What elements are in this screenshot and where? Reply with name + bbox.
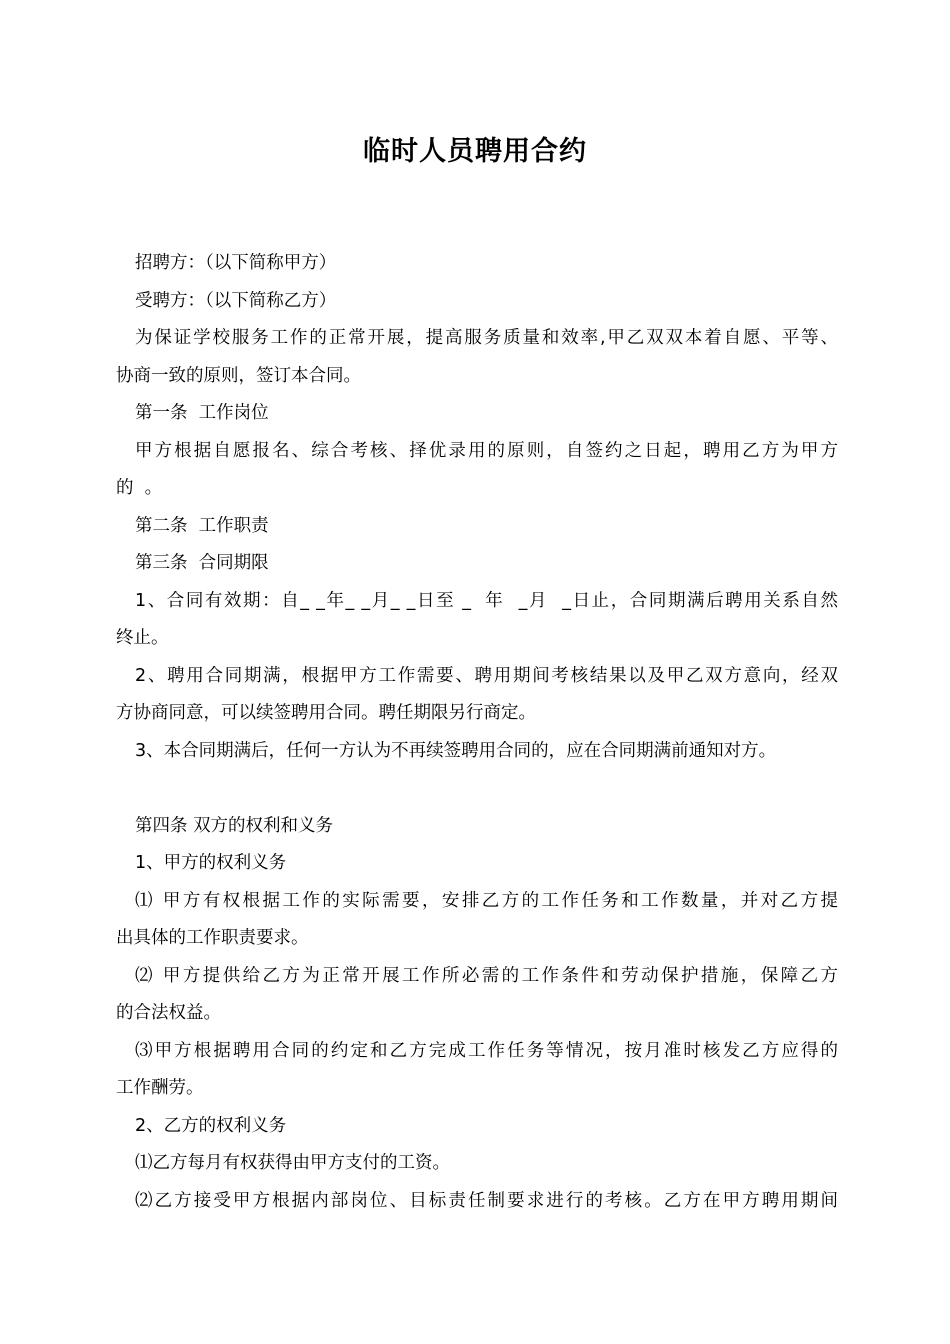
blank-line (116, 770, 838, 808)
section-heading: 第四条 双方的权利和义务 (135, 815, 334, 836)
section-heading: 第三条 合同期限 (135, 553, 269, 573)
paragraph-line: 1、合同有效期：自_ _年_ _月_ _日至 _ 年 _月 _日止，合同期满后聘用关系自然 (135, 590, 838, 611)
paragraph-line: 方协商同意，可以续签聘用合同。聘任期限另行商定。 (116, 703, 536, 723)
paragraph-line: 2、聘用合同期满，根据甲方工作需要、聘用期间考核结果以及甲乙双方意向，经双 (135, 665, 838, 686)
paragraph-line: 招聘方：（以下简称甲方） (135, 253, 337, 273)
section-heading: 第一条 工作岗位 (135, 403, 269, 423)
section-heading: 第二条 工作职责 (135, 515, 269, 536)
paragraph-line: 的 。 (116, 478, 163, 498)
paragraph-line: 出具体的工作职责要求。 (116, 928, 309, 948)
subsection-heading: 1、甲方的权利义务 (135, 853, 287, 873)
paragraph-line: ⑵ 甲方提供给乙方为正常开展工作所必需的工作条件和劳动保护措施，保障乙方 (135, 965, 838, 986)
paragraph-line: 甲方根据自愿报名、综合考核、择优录用的原则，自签约之日起，聘用乙方为甲方 (135, 440, 838, 461)
paragraph-line: 3、本合同期满后，任何一方认为不再续签聘用合同的，应在合同期满前通知对方。 (135, 740, 777, 761)
paragraph-line: 协商一致的原则，签订本合同。 (116, 365, 361, 386)
subsection-heading: 2、乙方的权利义务 (135, 1115, 287, 1136)
paragraph-line: 终止。 (116, 628, 169, 648)
paragraph-line: ⑴ 甲方有权根据工作的实际需要，安排乙方的工作任务和工作数量，并对乙方提 (135, 890, 838, 911)
paragraph-line: 工作酬劳。 (116, 1078, 204, 1098)
document-body (116, 245, 838, 1220)
paragraph-line: ⑶甲方根据聘用合同的约定和乙方完成工作任务等情况，按月准时核发乙方应得的 (135, 1040, 838, 1061)
paragraph-line: 的合法权益。 (116, 1003, 221, 1023)
paragraph-line: ⑴乙方每月有权获得由甲方支付的工资。 (135, 1153, 450, 1173)
document-title: 临时人员聘用合约 (363, 136, 587, 167)
paragraph-line: 受聘方：（以下简称乙方） (135, 290, 337, 311)
paragraph-line: 为保证学校服务工作的正常开展，提高服务质量和效率,甲乙双双本着自愿、平等、 (135, 328, 838, 348)
paragraph-line: ⑵乙方接受甲方根据内部岗位、目标责任制要求进行的考核。乙方在甲方聘用期间 (135, 1190, 838, 1211)
